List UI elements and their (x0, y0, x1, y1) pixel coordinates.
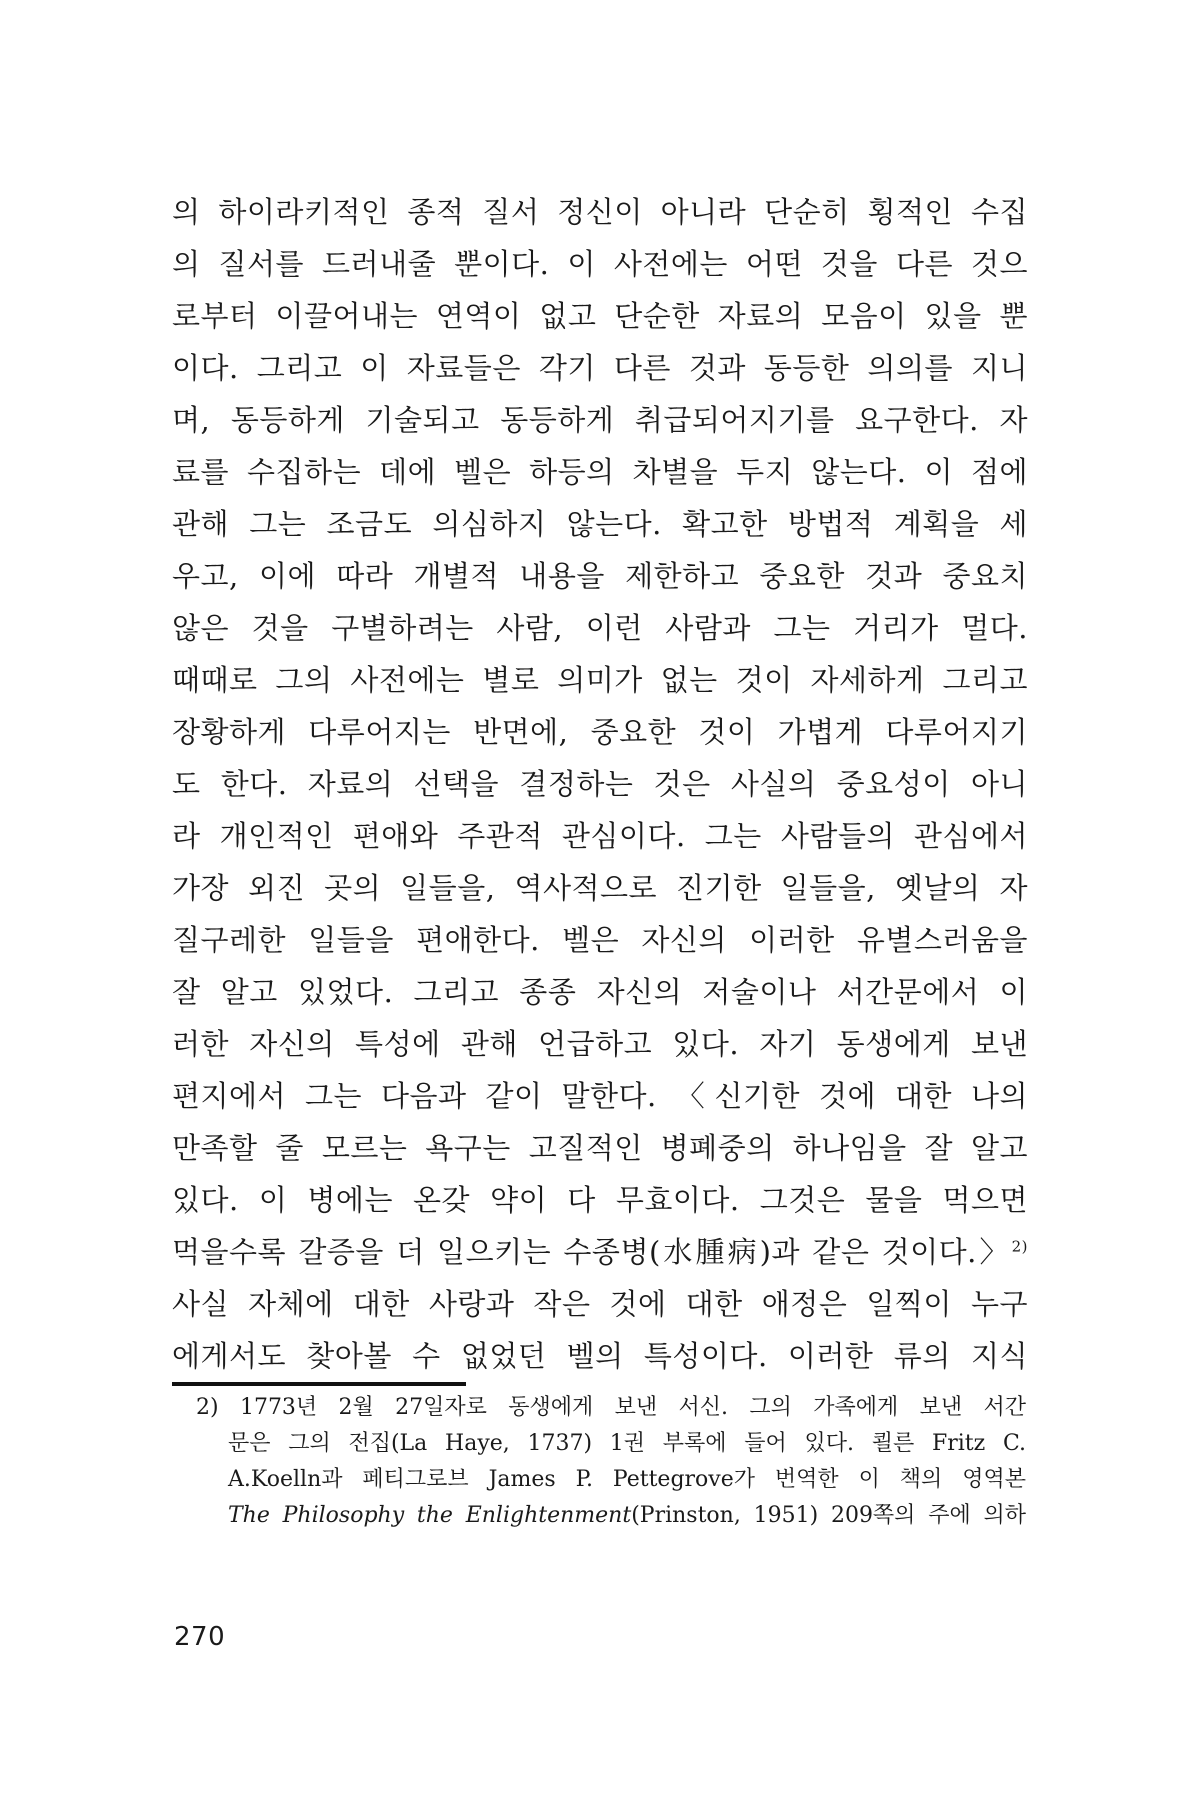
footnote-line: 문은 그의 전집(La Haye, 1737) 1권 부록에 들어 있다. 쾰른 Fritz C. (228, 1431, 1026, 1456)
text-line: 있다. 이 병에는 온갖 약이 다 무효이다. 그것은 물을 먹으면 (172, 1183, 1028, 1217)
text-line: 의 하이라키적인 종적 질서 정신이 아니라 단순히 횡적인 수집 (172, 195, 1028, 229)
text-line: 의 질서를 드러내줄 뿐이다. 이 사전에는 어떤 것을 다른 것으 (172, 247, 1028, 281)
footnote (196, 1390, 1026, 1534)
text-line-with-footnote-ref (172, 1226, 1028, 1278)
text-line: 로부터 이끌어내는 연역이 없고 단순한 자료의 모음이 있을 뿐 (172, 299, 1028, 333)
text-line: 장황하게 다루어지는 반면에, 중요한 것이 가볍게 다루어지기 (172, 715, 1028, 749)
text-line: 라 개인적인 편애와 주관적 관심이다. 그는 사람들의 관심에서 (172, 819, 1028, 853)
body-text (172, 186, 1028, 1382)
text-line: 이다. 그리고 이 자료들은 각기 다른 것과 동등한 의의를 지니 (172, 351, 1028, 385)
footnote-line: A.Koelln과 페티그로브 James P. Pettegrove가 번역한 이 책의 영역본 (228, 1467, 1026, 1492)
text-line: 질구레한 일들을 편애한다. 벨은 자신의 이러한 유별스러움을 (172, 923, 1028, 957)
text-line: 잘 알고 있었다. 그리고 종종 자신의 저술이나 서간문에서 이 (172, 975, 1028, 1009)
text-line: 료를 수집하는 데에 벨은 하등의 차별을 두지 않는다. 이 점에 (172, 455, 1028, 489)
page-number: 270 (174, 1622, 226, 1652)
footnote-line: 2) 1773년 2월 27일자로 동생에게 보낸 서신. 그의 가족에게 보낸 서간 (196, 1395, 1026, 1420)
text-line: 만족할 줄 모르는 욕구는 고질적인 병폐중의 하나임을 잘 알고 (172, 1131, 1028, 1165)
text-line: 편지에서 그는 다음과 같이 말한다. 〈신기한 것에 대한 나의 (172, 1079, 1028, 1113)
text-line: 도 한다. 자료의 선택을 결정하는 것은 사실의 중요성이 아니 (172, 767, 1028, 801)
text-line: 때때로 그의 사전에는 별로 의미가 없는 것이 자세하게 그리고 (172, 663, 1028, 697)
text-line: 가장 외진 곳의 일들을, 역사적으로 진기한 일들을, 옛날의 자 (172, 871, 1028, 905)
text-line: 사실 자체에 대한 사랑과 작은 것에 대한 애정은 일찍이 누구 (172, 1287, 1028, 1321)
book-title: The Philosophy the Enlightenment (228, 1503, 632, 1528)
footnote-divider (172, 1382, 466, 1386)
text-line: 며, 동등하게 기술되고 동등하게 취급되어지기를 요구한다. 자 (172, 403, 1028, 437)
text-line: 러한 자신의 특성에 관해 언급하고 있다. 자기 동생에게 보낸 (172, 1027, 1028, 1061)
footnote-reference[interactable]: 2) (1011, 1237, 1028, 1256)
text-line: 에게서도 찾아볼 수 없었던 벨의 특성이다. 이러한 류의 지식 (172, 1339, 1028, 1373)
text-line: 우고, 이에 따라 개별적 내용을 제한하고 중요한 것과 중요치 (172, 559, 1028, 593)
text-line: 않은 것을 구별하려는 사람, 이런 사람과 그는 거리가 멀다. (172, 611, 1028, 645)
footnote-line (196, 1498, 1026, 1534)
footnote-citation: (Prinston, 1951) 209쪽의 주에 의하 (631, 1503, 1026, 1528)
text-line-content: 먹을수록 갈증을 더 일으키는 수종병(水腫病)과 같은 것이다.〉 (172, 1235, 1012, 1269)
text-line: 관해 그는 조금도 의심하지 않는다. 확고한 방법적 계획을 세 (172, 507, 1028, 541)
